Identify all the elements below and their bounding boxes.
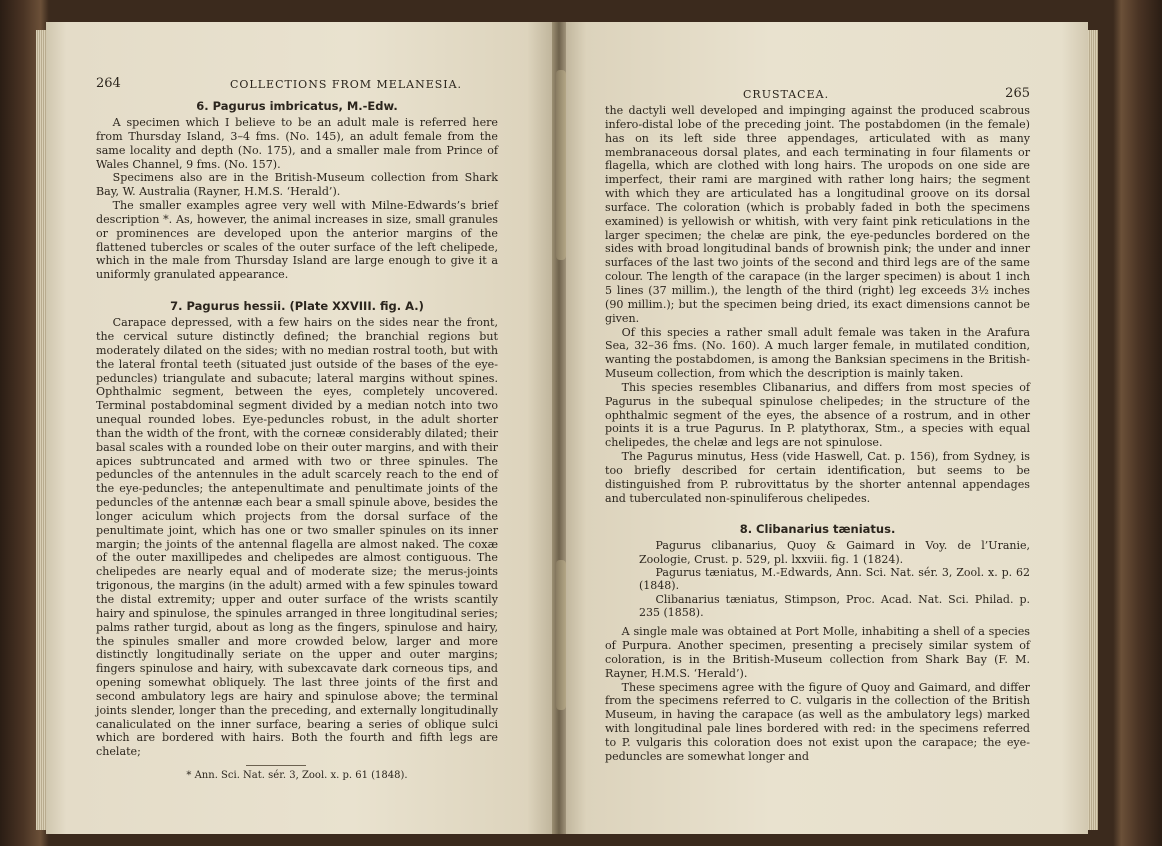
synonymy-entry: Pagurus tæniatus, M.-Edwards, Ann. Sci. Nat. sér. 3, Zool. x. p. 62 (1848). [639, 566, 1030, 593]
synonymy-entry: Pagurus clibanarius, Quoy & Gaimard in Voy. de l’Uranie, Zoologie, Crust. p. 529, pl. lxxviii. fig. 1 (1824). [639, 539, 1030, 566]
footnote-rule [246, 765, 306, 766]
paragraph: These specimens agree with the figure of Quoy and Gaimard, and differ from the specimens referred to C. vulgaris in the collection of the British Museum, in having the carapace (as well as the ambulatory legs) marked with longitudinal pale lines bordered with red: in the specimens referred to P. vulgaris this coloration does not exist upon the carapace; the eye-peduncles are somewhat longer and [605, 680, 1030, 763]
paragraph: Carapace depressed, with a few hairs on the sides near the front, the cervical suture distinctly defined; the branchial regions but moderately dilated on the sides; with no median rostral tooth, but with the lateral frontal teeth (situated just outside of the bases of the eye-peduncles) triangulate and subacute; lateral margins without spines. Ophthalmic segment, between the eyes, completely uncovered. Terminal postabdominal segment divided by a median notch into two unequal rounded lobes. Eye-peduncles robust, in the adult shorter than the width of the front, with the corneæ considerably dilated; their basal scales with a rounded lobe on their outer margins, and with their apices subtruncated and armed with two or three spinules. The peduncles of the antennules in the adult scarcely reach to the end of the eye-peduncles; the antepenultimate and penultimate joints of the peduncles of the antennæ each bear a small spinule above, besides the longer aciculum which projects from the dorsal surface of the penultimate joint, which has one or two smaller spinules on its inner margin; the joints of the antennal flagella are almost naked. The coxæ of the outer maxillipedes and chelipedes are almost contiguous. The chelipedes are nearly equal and of moderate size; the merus-joints trigonous, the margins (in the adult) armed with a few spinules toward the distal extremity; upper and outer surface of the wrists scantily hairy and spinulose, the spinules arranged in three longitudinal series; palms rather turgid, about as long as the fingers, spinulose and hairy, the spinules smaller and more crowded below, larger and more distinctly longitudinally seriate on the upper and outer margins; fingers spinulose and hairy, with subexcavate dark corneous tips, and opening somewhat obliquely. The last three joints of the first and second ambulatory legs are hairy and spinulose above; the terminal joints slender, longer than the preceding, and externally longitudinally canaliculated on the inner surface, bearing a series of oblique sulci which are bordered with hairs. Both the fourth and fifth legs are chelate; [96, 316, 498, 759]
right-page-content [605, 86, 1030, 764]
binding-thread-lower [556, 560, 566, 710]
paragraph: The smaller examples agree very well with Milne-Edwards’s brief description *. As, however, the animal increases in size, small granules or prominences are developed upon the anterior margins of the flattened tubercles or scales of the outer surface of the left chelipede, which in the male from Thursday Island are large enough to give it a uniformly granulated appearance. [96, 199, 498, 282]
right-running-header [605, 86, 1030, 104]
section-heading-7: 7. Pagurus hessii. (Plate XXVIII. fig. A.) [170, 299, 424, 314]
binding-thread [556, 70, 566, 260]
paragraph: This species resembles Clibanarius, and differs from most species of Pagurus in the subequal spinulose chelipedes; in the structure of the ophthalmic segment of the eyes, the absence of a rostrum, and in other points it is a true Pagurus. In P. platythorax, Stm., a species with equal chelipedes, the chelæ and legs are not spinulose. [605, 380, 1030, 450]
paragraph: the dactyli well developed and impinging against the produced scabrous infero-distal lobe of the preceding joint. The postabdomen (in the female) has on its left side three appendages, articulated with as many membranaceous dorsal plates, and each terminating in four filaments or flagella, which are clothed with long hairs. The uropods on one side are imperfect, their rami are margined with rather long hairs; the segment with which they are articulated has a longitudinal groove on its dorsal surface. The coloration (which is probably faded in both the specimens examined) is yellowish or whitish, with very faint pink reticulations in the larger specimen; the chelæ are pink, the eye-peduncles bordered on the sides with broad longitudinal bands of brownish pink; the under and inner surfaces of the last two joints of the second and third legs are of the same colour. The length of the carapace (in the larger specimen) is about 1 inch 5 lines (37 millim.), the length of the third (right) leg exceeds 3½ inches (90 millim.); but the specimen being dried, its exact dimensions cannot be given. [605, 104, 1030, 325]
section-heading-8: 8. Clibanarius tæniatus. [739, 522, 896, 537]
paragraph: Specimens also are in the British-Museum collection from Shark Bay, W. Australia (Rayner, H.M.S. ‘Herald’). [96, 171, 498, 199]
paragraph: A single male was obtained at Port Molle, inhabiting a shell of a species of Purpura. Another specimen, presenting a precisely similar system of coloration, is in the British-Museum collection from Shark Bay (F. M. Rayner, H.M.S. ‘Herald’). [605, 625, 1030, 680]
synonymy-entry: Clibanarius tæniatus, Stimpson, Proc. Acad. Nat. Sci. Philad. p. 235 (1858). [639, 592, 1030, 619]
paragraph: A specimen which I believe to be an adult male is referred here from Thursday Island, 3–4 fms. (No. 145), an adult female from the same locality and depth (No. 175), and a smaller male from Prince of Wales Channel, 9 fms. (No. 157). [96, 116, 498, 171]
section-heading-6: 6. Pagurus imbricatus, M.-Edw. [196, 99, 398, 113]
right-page-edges [1088, 30, 1098, 830]
paragraph: The Pagurus minutus, Hess (vide Haswell, Cat. p. 156), from Sydney, is too briefly described for certain identification, but seems to be distinguished from P. rubrovittatus by the shorter antennal appendages and tuberculated non-spinuliferous chelipedes. [605, 450, 1030, 505]
left-page-number: 264 [96, 76, 121, 91]
footnote: * Ann. Sci. Nat. sér. 3, Zool. x. p. 61 (1848). [186, 770, 408, 782]
left-running-head: COLLECTIONS FROM MELANESIA. [230, 78, 463, 91]
left-page-edges [36, 30, 46, 830]
left-running-header [96, 76, 498, 94]
paragraph: Of this species a rather small adult female was taken in the Arafura Sea, 32–36 fms. (No. 160). A much larger female, in mutilated condition, wanting the postabdomen, is among the Banksian specimens in the British-Museum collection, from which the description is mainly taken. [605, 325, 1030, 381]
right-running-head: CRUSTACEA. [743, 88, 830, 101]
right-page-number: 265 [1005, 86, 1030, 101]
left-page-content [96, 76, 498, 782]
